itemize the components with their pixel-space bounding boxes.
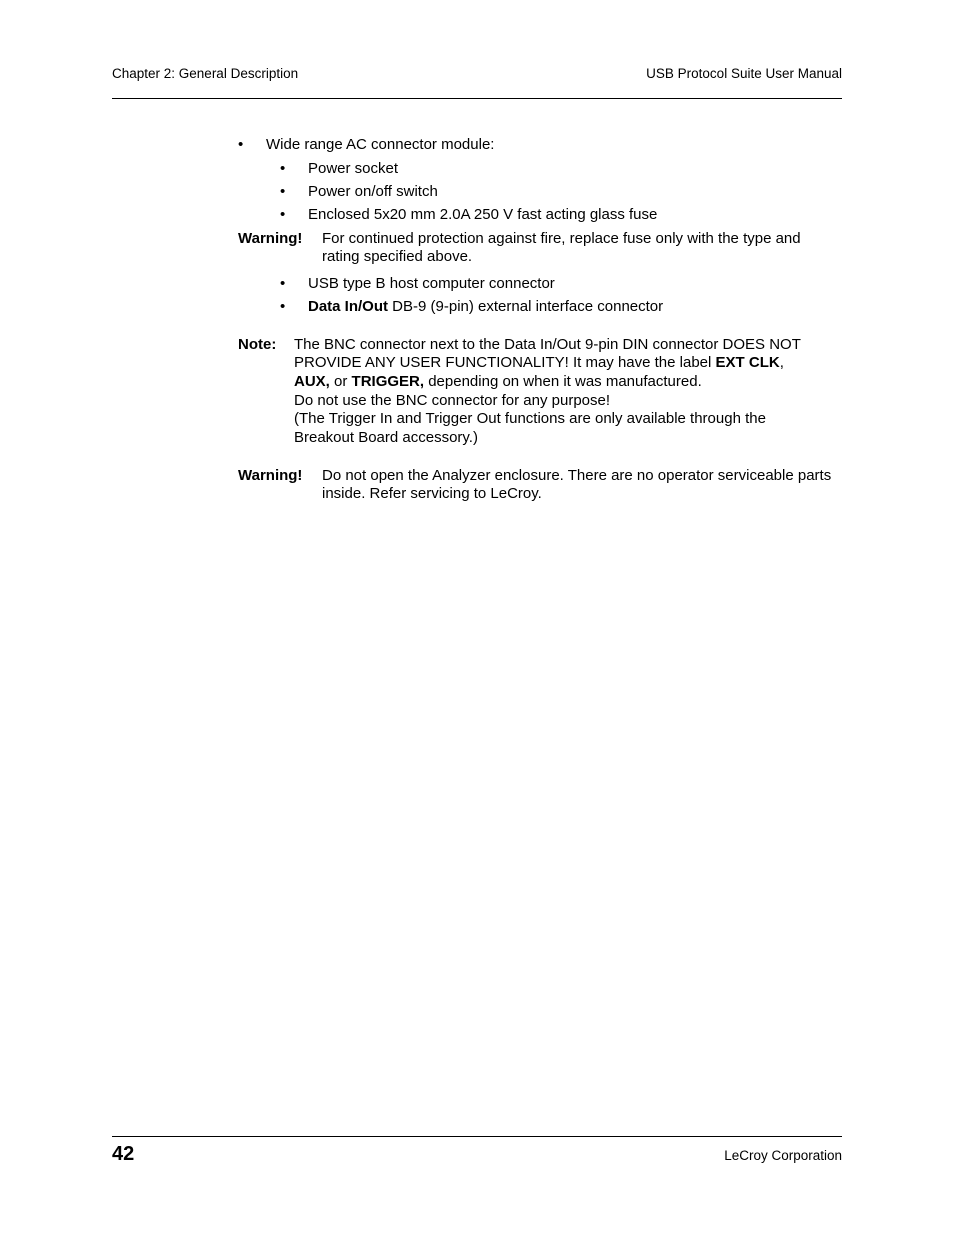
page-number: 42 [112, 1143, 135, 1165]
header-divider [112, 98, 842, 99]
note-text-line [294, 373, 702, 392]
running-header-title: USB Protocol Suite User Manual [646, 66, 842, 81]
sub-bullet-marker: • [280, 275, 286, 292]
list-item-ac-module: Wide range AC connector module: [266, 136, 495, 153]
data-in-out-term: Data In/Out [308, 298, 389, 315]
note-text: , [779, 354, 784, 371]
warning-text-line: rating specified above. [322, 248, 473, 265]
note-text-line: Do not use the BNC connector for any purpose! [294, 392, 611, 409]
list-item-power-socket: Power socket [308, 160, 399, 177]
list-item-data-in-out [308, 298, 663, 317]
sub-bullet-marker: • [280, 298, 286, 315]
note-text: depending on when it was manufactured. [424, 373, 702, 390]
footer-company: LeCroy Corporation [724, 1148, 842, 1163]
list-item-fuse: Enclosed 5x20 mm 2.0A 250 V fast acting glass fuse [308, 206, 658, 223]
note-label: Note: [238, 336, 277, 353]
note-text-line: (The Trigger In and Trigger Out functions are only available through the [294, 410, 766, 427]
data-in-out-description: DB-9 (9-pin) external interface connector [388, 298, 664, 315]
note-text-line [294, 354, 784, 373]
note-text-line: Breakout Board accessory.) [294, 429, 478, 446]
warning-label: Warning! [238, 230, 303, 247]
sub-bullet-marker: • [280, 160, 286, 177]
warning-label: Warning! [238, 467, 303, 484]
warning-text-line: For continued protection against fire, replace fuse only with the type and [322, 230, 801, 247]
sub-bullet-marker: • [280, 183, 286, 200]
bullet-marker: • [238, 136, 244, 153]
note-text-line: The BNC connector next to the Data In/Out 9-pin DIN connector DOES NOT [294, 336, 801, 353]
note-text: PROVIDE ANY USER FUNCTIONALITY! It may have the label [294, 354, 716, 371]
running-header-chapter: Chapter 2: General Description [112, 66, 299, 81]
label-aux: AUX, [294, 373, 330, 390]
label-trigger: TRIGGER, [351, 373, 425, 390]
note-text: or [329, 373, 352, 390]
sub-bullet-marker: • [280, 206, 286, 223]
list-item-power-switch: Power on/off switch [308, 183, 438, 200]
warning-text-line: Do not open the Analyzer enclosure. There are no operator serviceable parts [322, 467, 832, 484]
label-ext-clk: EXT CLK [715, 354, 780, 371]
footer-divider [112, 1136, 842, 1137]
list-item-usb-connector: USB type B host computer connector [308, 275, 555, 292]
warning-text-line: inside. Refer servicing to LeCroy. [322, 485, 542, 502]
